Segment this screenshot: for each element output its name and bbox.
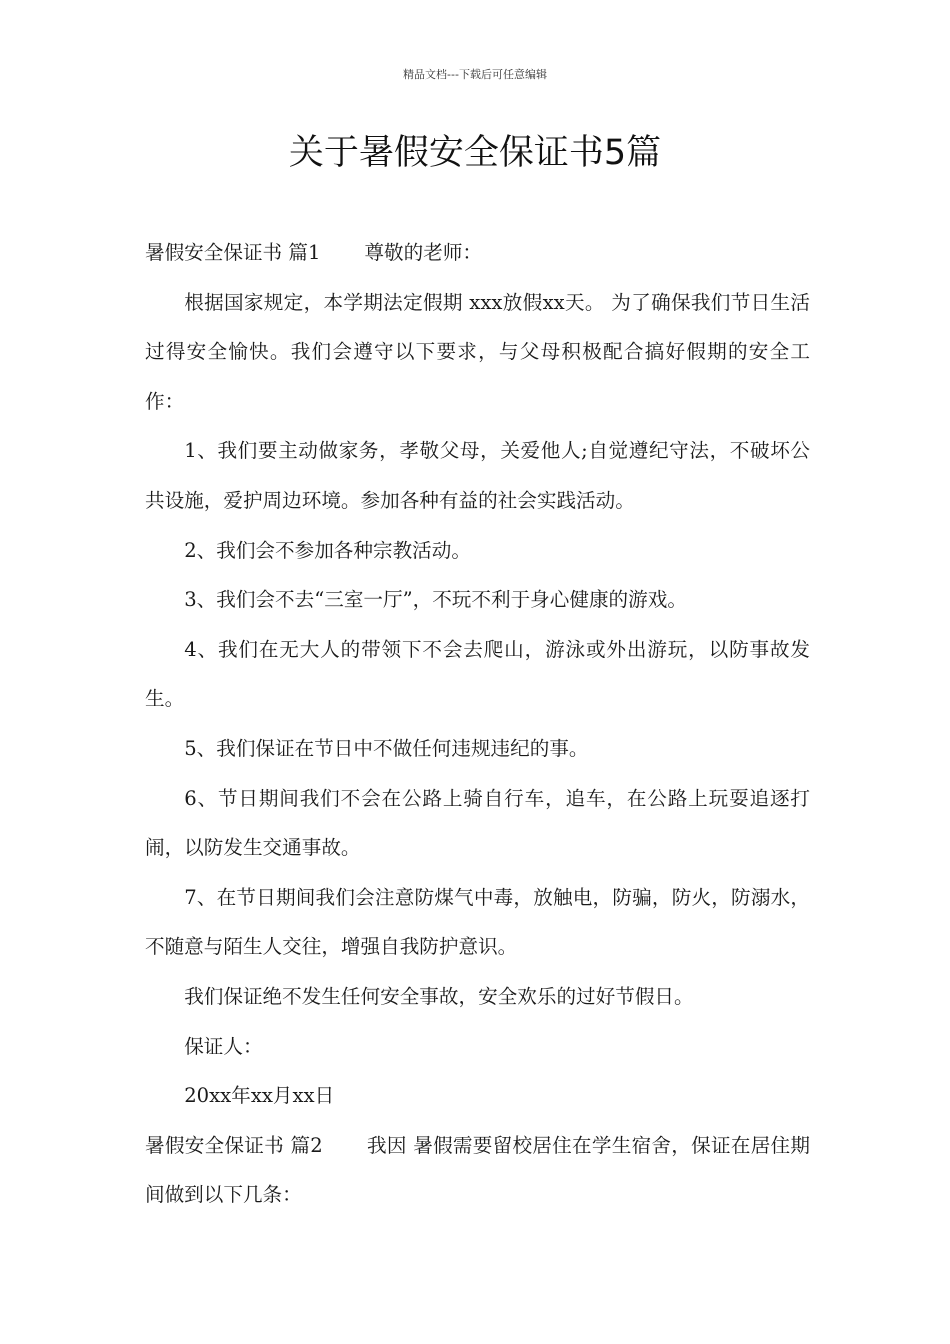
paragraph-item-7: 7、在节日期间我们会注意防煤气中毒，放触电，防骗，防火，防溺水，不随意与陌生人交往，增强自我防护意识。 [145, 885, 810, 959]
paragraph-item-4: 4、我们在无大人的带领下不会去爬山，游泳或外出游玩，以防事故发生。 [145, 637, 810, 711]
section2-paragraph [145, 1121, 810, 1220]
section1-heading: 暑假安全保证书 篇1 [145, 241, 321, 264]
paragraph-item-6: 6、节日期间我们不会在公路上骑自行车，追车，在公路上玩耍追逐打闹，以防发生交通事故。 [145, 786, 810, 860]
paragraph-item-3: 3、我们会不去“三室一厅”，不玩不利于身心健康的游戏。 [184, 588, 687, 612]
paragraph-intro: 根据国家规定，本学期法定假期 xxx放假xx天。 为了确保我们节日生活过得安全愉快。我们会遵守以下要求，与父母积极配合搞好假期的安全工作： [145, 290, 810, 413]
date-line: 20xx年xx月xx日 [184, 1084, 335, 1108]
paragraph-item-2: 2、我们会不参加各种宗教活动。 [184, 538, 471, 562]
guarantor-label: 保证人： [184, 1034, 263, 1058]
document-body [145, 228, 810, 1220]
section2-heading: 暑假安全保证书 篇2 [145, 1133, 323, 1157]
section2-text: 我因 暑假需要留校居住在学生宿舍，保证在居住期间做到以下几条： [145, 1133, 810, 1207]
header-note: 精品文档---下载后可任意编辑 [403, 68, 547, 81]
paragraph-item-5: 5、我们保证在节日中不做任何违规违纪的事。 [184, 736, 589, 760]
document-title: 关于暑假安全保证书5篇 [288, 133, 662, 173]
section1-heading-line [145, 228, 810, 278]
section1-salutation: 尊敬的老师： [364, 241, 483, 264]
paragraph-pledge: 我们保证绝不发生任何安全事故，安全欢乐的过好节假日。 [184, 984, 694, 1008]
paragraph-item-1: 1、我们要主动做家务，孝敬父母，关爱他人;自觉遵纪守法，不破坏公共设施，爱护周边环境。参加各种有益的社会实践活动。 [145, 439, 810, 512]
